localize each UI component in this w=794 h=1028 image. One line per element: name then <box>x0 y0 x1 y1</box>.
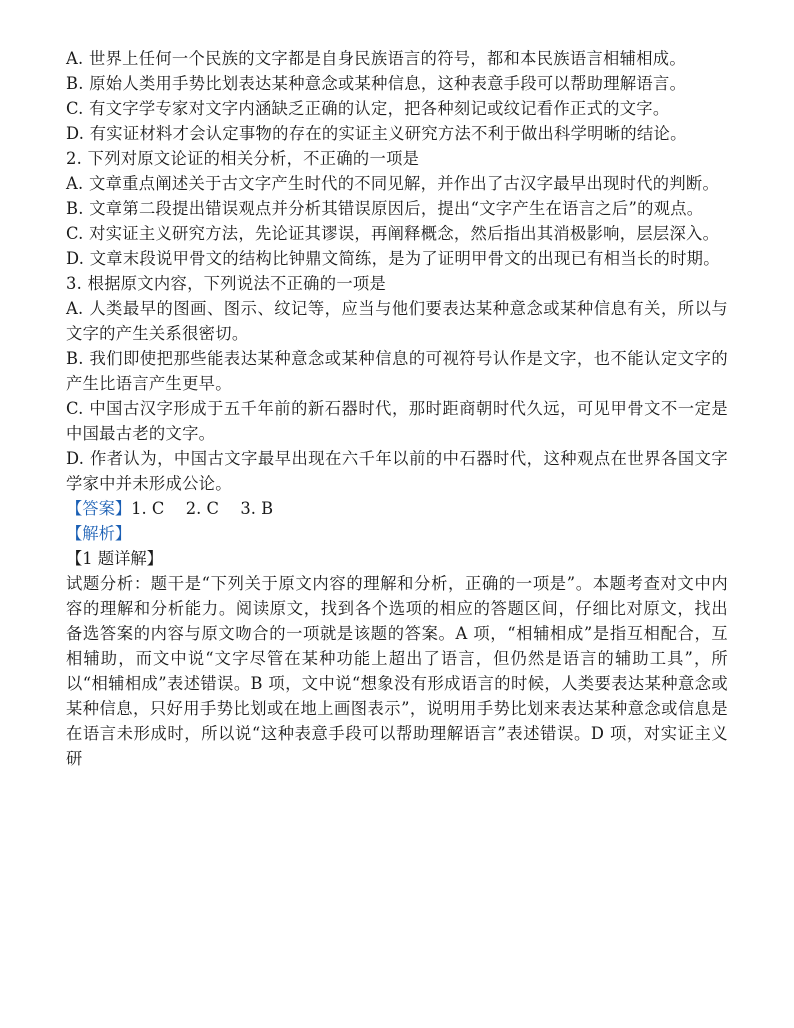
q3-option-c: C. 中国古汉字形成于五千年前的新石器时代，那时距商朝时代久远，可见甲骨文不一定是中国最古老的文字。 <box>66 399 728 443</box>
answer-label: 【答案】 <box>66 499 132 518</box>
q2-option-b: B. 文章第二段提出错误观点并分析其错误原因后，提出“文字产生在语言之后”的观点。 <box>66 199 704 218</box>
q1-option-b: B. 原始人类用手势比划表达某种意念或某种信息，这种表意手段可以帮助理解语言。 <box>66 74 687 93</box>
q2-option-d: D. 文章末段说甲骨文的结构比钟鼎文简练，是为了证明甲骨文的出现已有相当长的时期。 <box>66 249 720 268</box>
q3-option-b: B. 我们即使把那些能表达某种意念或某种信息的可视符号认作是文字，也不能认定文字的产生比语言产生更早。 <box>66 349 728 393</box>
q1-option-c: C. 有文字学专家对文字内涵缺乏正确的认定，把各种刻记或纹记看作正式的文字。 <box>66 99 670 118</box>
q2-stem: 2. 下列对原文论证的相关分析，不正确的一项是 <box>66 149 420 168</box>
analysis-label: 【解析】 <box>66 524 132 543</box>
detail-body: 试题分析：题干是“下列关于原文内容的理解和分析，正确的一项是”。本题考查对文中内容的理解和分析能力。阅读原文，找到各个选项的相应的答题区间，仔细比对原文，找出备选答案的内容与原文吻合的一项就是该题的答案。A 项，“相辅相成”是指互相配合，互相辅助，而文中说“文字尽管在某种功能上超出了语言，但仍然是语言的辅助工具”，所以“相辅相成”表述错误。B 项，文中说“想象没有形成语言的时候，人类要表达某种意念或某种信息，只好用手势比划或在地上画图表示”，说明用手势比划来表达某种意念或信息是在语言未形成时，所以说“这种表意手段可以帮助理解语言”表述错误。D 项，对实证主义研 <box>66 574 728 768</box>
q2-option-a: A. 文章重点阐述关于古文字产生时代的不同见解，并作出了古汉字最早出现时代的判断。 <box>66 174 720 193</box>
q1-option-a: A. 世界上任何一个民族的文字都是自身民族语言的符号，都和本民族语言相辅相成。 <box>66 49 686 68</box>
detail-heading: 【1 题详解】 <box>66 549 163 568</box>
document-page <box>66 46 728 771</box>
q3-option-d: D. 作者认为，中国古文字最早出现在六千年以前的中石器时代，这种观点在世界各国文字学家中并未形成公论。 <box>66 449 728 493</box>
q3-stem: 3. 根据原文内容，下列说法不正确的一项是 <box>66 274 387 293</box>
answer-text: 1. C 2. C 3. B <box>131 499 274 518</box>
analysis-line <box>66 521 728 546</box>
answer-line <box>66 496 728 521</box>
q2-option-c: C. 对实证主义研究方法，先论证其谬误，再阐释概念，然后指出其消极影响，层层深入。 <box>66 224 720 243</box>
q1-option-d: D. 有实证材料才会认定事物的存在的实证主义研究方法不利于做出科学明晰的结论。 <box>66 124 687 143</box>
q3-option-a: A. 人类最早的图画、图示、纹记等，应当与他们要表达某种意念或某种信息有关，所以与文字的产生关系很密切。 <box>66 299 728 343</box>
